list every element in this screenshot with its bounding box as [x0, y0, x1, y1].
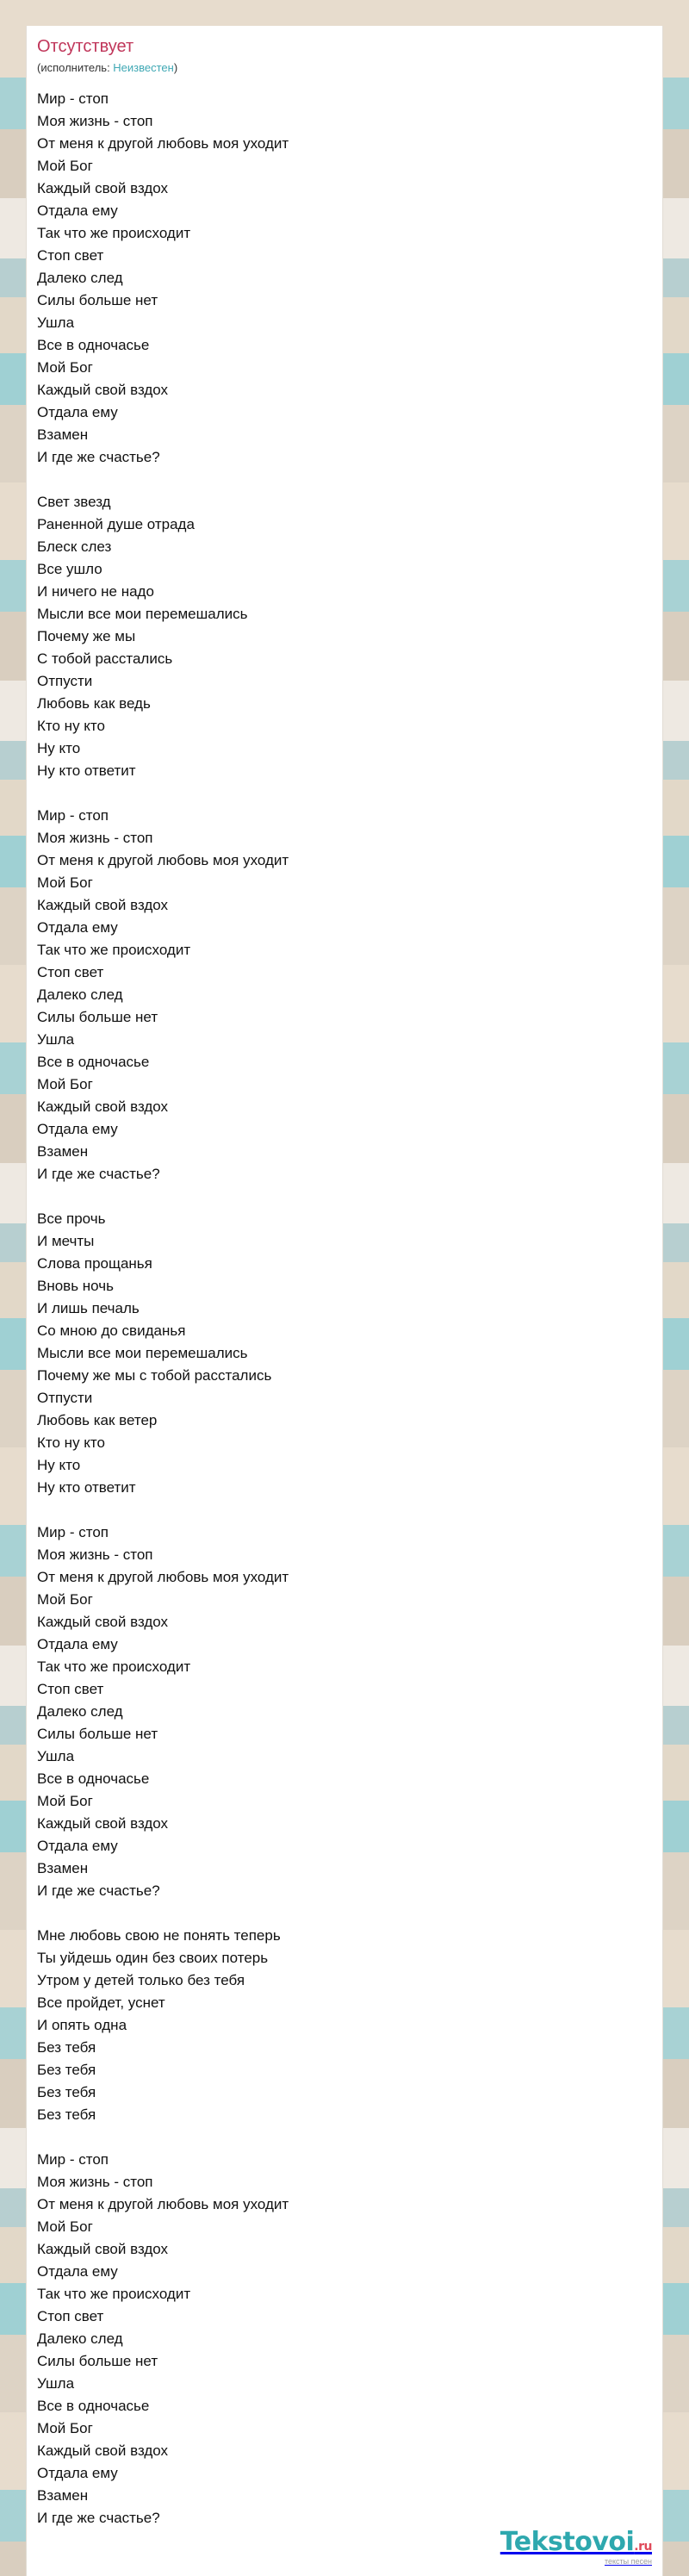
artist-prefix: (исполнитель:: [37, 61, 114, 74]
song-title: Отсутствует: [37, 37, 134, 56]
logo-main-text: Tekstovoi: [500, 2527, 635, 2557]
artist-link[interactable]: Неизвестен: [113, 61, 174, 74]
lyrics-panel: [26, 26, 663, 2576]
site-logo[interactable]: [500, 2529, 652, 2566]
logo-tagline: тексты песен: [604, 2557, 652, 2566]
logo-domain: .ru: [634, 2540, 652, 2554]
lyrics-text: Мир - стоп Моя жизнь - стоп От меня к другой любовь моя уходит Мой Бог Каждый свой вздох Отдала ему Так что же происходит Стоп свет Далеко след Силы больше нет Ушла Все в одночасье Мой Бог Каждый свой вздох Отдала ему Взамен И где же счастье? Свет звезд Раненной душе отрада Блеск слез Все ушло И ничего не надо Мысли все мои перемешались Почему же мы С тобой расстались Отпусти Любовь как ведь Кто ну кто Ну кто Ну кто ответит Мир - стоп Моя жизнь - стоп От меня к другой любовь моя уходит Мой Бог Каждый свой вздох Отдала ему Так что же происходит Стоп свет Далеко след Силы больше нет Ушла Все в одночасье Мой Бог Каждый свой вздох Отдала ему Взамен И где же счастье? Все прочь И мечты Слова прощанья Вновь ночь И лишь печаль Со мною до свиданья Мысли все мои перемешались Почему же мы с тобой расстались Отпусти Любовь как ветер Кто ну кто Ну кто Ну кто ответит Мир - стоп Моя жизнь - стоп От меня к другой любовь моя уходит Мой Бог Каждый свой вздох Отдала ему Так что же происходит Стоп свет Далеко след Силы больше нет Ушла Все в одночасье Мой Бог Каждый свой вздох Отдала ему Взамен И где же счастье? Мне любовь свою не понять теперь Ты уйдешь один без своих потерь Утром у детей только без тебя Все пройдет, уснет И опять одна Без тебя Без тебя Без тебя Без тебя Мир - стоп Моя жизнь - стоп От меня к другой любовь моя уходит Мой Бог Каждый свой вздох Отдала ему Так что же происходит Стоп свет Далеко след Силы больше нет Ушла Все в одночасье Мой Бог Каждый свой вздох Отдала ему Взамен И где же счастье?: [37, 90, 289, 2526]
artist-line: [37, 61, 177, 75]
logo-wordmark: [500, 2529, 652, 2555]
artist-suffix: ): [173, 61, 178, 74]
